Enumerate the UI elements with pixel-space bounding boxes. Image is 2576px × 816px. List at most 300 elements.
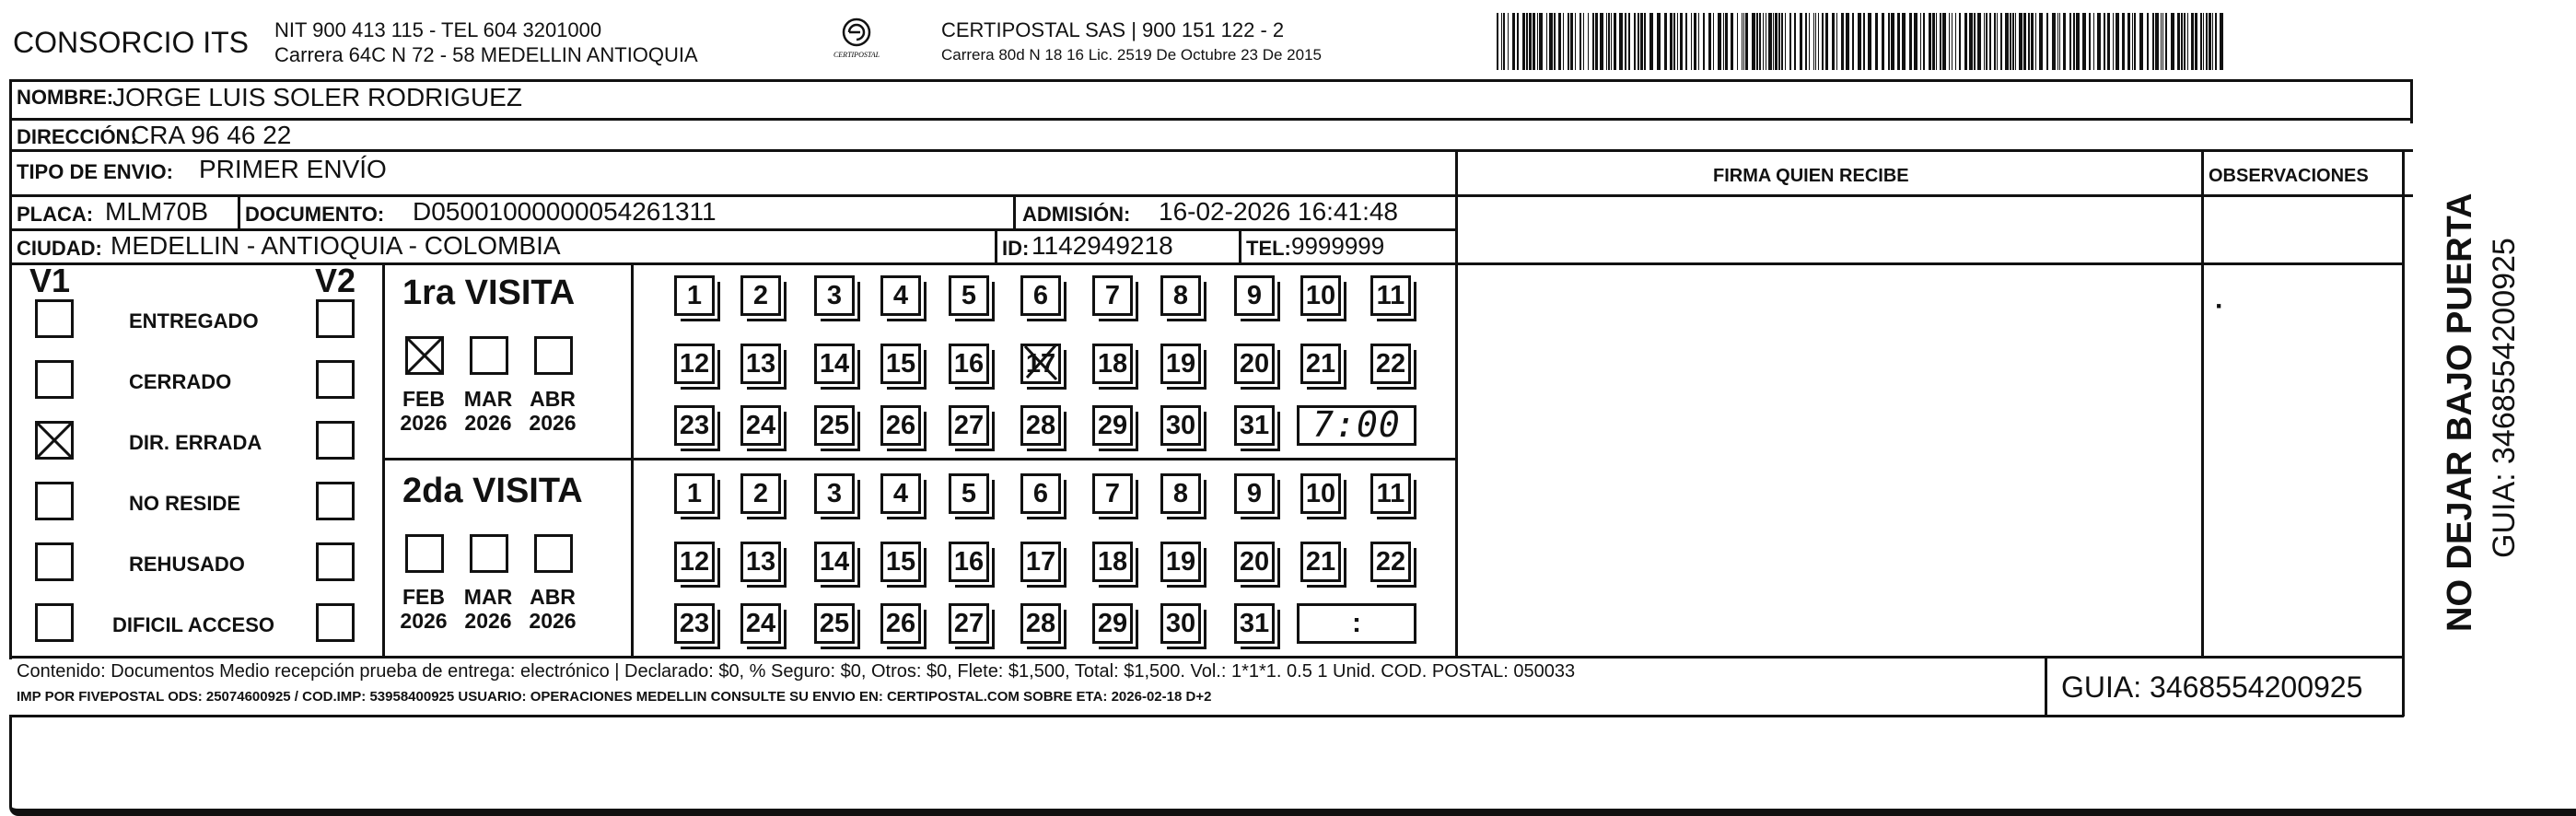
barcode-bar — [2113, 13, 2114, 70]
barcode-bar — [1775, 13, 1778, 70]
day-box[interactable]: 30 — [1160, 405, 1201, 446]
barcode-bar — [1517, 13, 1519, 70]
day-box[interactable]: 24 — [740, 405, 781, 446]
barcode-bar — [1649, 13, 1653, 70]
barcode-bar — [1731, 13, 1733, 70]
placa-value: MLM70B — [105, 197, 209, 226]
barcode-bar — [1986, 13, 1987, 70]
observaciones-header: OBSERVACIONES — [2209, 166, 2369, 186]
barcode-bar — [1539, 13, 1543, 70]
visit-title: 1ra VISITA — [402, 274, 576, 312]
barcode-bar — [2005, 13, 2009, 70]
side-panel — [2413, 79, 2551, 659]
v1-checkbox[interactable] — [35, 482, 74, 520]
barcode-bar — [1875, 13, 1878, 70]
day-box[interactable]: 30 — [1160, 603, 1201, 644]
barcode-bar — [1685, 13, 1687, 70]
day-box[interactable]: 17 — [1020, 542, 1061, 582]
v2-checkbox[interactable] — [316, 542, 355, 581]
day-box[interactable]: 12 — [674, 542, 715, 582]
day-box[interactable]: 18 — [1092, 344, 1133, 384]
day-box[interactable]: 27 — [949, 405, 989, 446]
status-label: NO RESIDE — [129, 492, 241, 515]
barcode-bar — [1497, 13, 1498, 70]
barcode-bar — [1920, 13, 1921, 70]
barcode-bar — [1501, 13, 1502, 70]
barcode-bar — [1657, 13, 1661, 70]
ciudad-value: MEDELLIN - ANTIOQUIA - COLOMBIA — [111, 231, 561, 260]
day-box[interactable]: 27 — [949, 603, 989, 644]
barcode-bar — [1554, 13, 1556, 70]
time-box[interactable] — [1297, 405, 1416, 446]
company-name: CONSORCIO ITS — [13, 26, 250, 59]
barcode-bar — [1673, 13, 1675, 70]
barcode-bar — [2019, 13, 2022, 70]
barcode-bar — [1703, 13, 1705, 70]
day-box[interactable]: 31 — [1234, 405, 1275, 446]
imp-line: IMP POR FIVEPOSTAL ODS: 25074600925 / COD.IMP: 53958400925 USUARIO: OPERACIONES MEDELLIN CONSULTE SU ENVIO EN: CERTIPOSTAL.COM SOBRE ETA: 2026-02-18 D+2 — [17, 689, 1212, 705]
v2-label: V2 — [315, 262, 356, 299]
id-value: 1142949218 — [1032, 231, 1173, 260]
barcode-bar — [2220, 13, 2223, 70]
barcode-bar — [2031, 13, 2034, 70]
barcode-bar — [1942, 13, 1946, 70]
barcode-bar — [2073, 13, 2075, 70]
day-box[interactable]: 23 — [674, 405, 715, 446]
year-label: 2026 — [529, 411, 577, 435]
barcode-bar — [1800, 13, 1802, 70]
day-box[interactable]: 28 — [1020, 405, 1061, 446]
barcode-bar — [2181, 13, 2183, 70]
status-label: ENTREGADO — [129, 309, 259, 332]
month-checkbox[interactable] — [470, 336, 508, 375]
day-box[interactable]: 17 — [1020, 344, 1061, 384]
v2-checkbox[interactable] — [316, 603, 355, 642]
barcode-bar — [2057, 13, 2058, 70]
v2-checkbox[interactable] — [316, 421, 355, 460]
visit-title: 2da VISITA — [402, 472, 583, 510]
barcode-bar — [2023, 13, 2026, 70]
documento-label: DOCUMENTO: — [245, 203, 385, 226]
day-box[interactable]: 21 — [1300, 344, 1341, 384]
barcode-bar — [1713, 13, 1714, 70]
day-box[interactable]: 29 — [1092, 603, 1133, 644]
barcode-bar — [1568, 13, 1569, 70]
id-label: ID: — [1002, 237, 1030, 260]
barcode-bar — [1897, 13, 1900, 70]
direccion-label: DIRECCIÓN: — [17, 125, 137, 148]
barcode-bar — [1533, 13, 1535, 70]
day-box[interactable]: 15 — [880, 542, 921, 582]
day-box[interactable]: 19 — [1160, 344, 1201, 384]
day-box[interactable]: 31 — [1234, 603, 1275, 644]
barcode-bar — [1909, 13, 1912, 70]
contenido-line: Contenido: Documentos Medio recepción prueba de entrega: electrónico | Declarado: $0, % Seguro: $0, Otros: $0, Flete: $1,500, Total: $1,500. Vol.: 1*1*1. 0.5 1 Unid. COD. POSTAL: 050033 — [17, 661, 1576, 682]
barcode-bar — [1836, 13, 1837, 70]
barcode-bar — [1694, 13, 1696, 70]
barcode-bar — [2187, 13, 2188, 70]
barcode-bar — [1863, 13, 1865, 70]
barcode-bar — [1638, 13, 1639, 70]
barcode-bar — [2127, 13, 2130, 70]
barcode-bar — [1773, 13, 1774, 70]
day-box[interactable]: 23 — [674, 603, 715, 644]
status-label: DIFICIL ACCESO — [112, 613, 275, 636]
admision-value: 16-02-2026 16:41:48 — [1159, 197, 1398, 226]
barcode-bar — [1595, 13, 1598, 70]
barcode-bar — [1745, 13, 1748, 70]
v1-label: V1 — [29, 262, 71, 299]
barcode-bar — [1737, 13, 1738, 70]
nombre-value: JORGE LUIS SOLER RODRIGUEZ — [112, 83, 522, 111]
barcode-bar — [2165, 13, 2167, 70]
barcode-bar — [1822, 13, 1824, 70]
barcode-bar — [1677, 13, 1678, 70]
barcode-bar — [1742, 13, 1743, 70]
barcode-bar — [2116, 13, 2119, 70]
barcode-bar — [2177, 13, 2180, 70]
day-box[interactable]: 9 — [1234, 473, 1275, 514]
barcode-bar — [2200, 13, 2202, 70]
barcode-bar — [1698, 13, 1699, 70]
barcode-bar — [1512, 13, 1515, 70]
barcode-bar — [1794, 13, 1796, 70]
barcode-bar — [1691, 13, 1692, 70]
barcode-bar — [1592, 13, 1594, 70]
day-box[interactable]: 3 — [814, 473, 855, 514]
day-box[interactable]: 1 — [674, 275, 715, 316]
day-box[interactable]: 4 — [880, 473, 921, 514]
day-box[interactable]: 16 — [949, 542, 989, 582]
month-checkbox[interactable] — [534, 534, 573, 573]
day-box[interactable]: 9 — [1234, 275, 1275, 316]
day-box[interactable]: 24 — [740, 603, 781, 644]
barcode-bar — [1743, 13, 1744, 70]
barcode-bar — [2000, 13, 2002, 70]
barcode-bar — [2206, 13, 2208, 70]
no-dejar-warning: NO DEJAR BAJO PUERTA — [2441, 192, 2479, 632]
day-box[interactable]: 21 — [1300, 542, 1341, 582]
day-box[interactable]: 13 — [740, 542, 781, 582]
barcode-bar — [1588, 13, 1589, 70]
day-box[interactable]: 20 — [1234, 344, 1275, 384]
barcode-bar — [1634, 13, 1636, 70]
tel-label: TEL: — [1246, 237, 1291, 260]
day-box[interactable]: 19 — [1160, 542, 1201, 582]
day-box[interactable]: 2 — [740, 275, 781, 316]
day-box[interactable]: 6 — [1020, 275, 1061, 316]
barcode-bar — [2107, 13, 2110, 70]
barcode-bar — [1997, 13, 1998, 70]
barcode-bar — [1781, 13, 1783, 70]
v1-checkbox[interactable] — [35, 542, 74, 581]
day-box[interactable]: 7 — [1092, 275, 1133, 316]
barcode-bar — [1508, 13, 1509, 70]
barcode-bar — [1526, 13, 1528, 70]
barcode-bar — [1680, 13, 1683, 70]
bottom-frame — [9, 715, 2576, 816]
footer-guia: GUIA: 3468554200925 — [2061, 670, 2363, 704]
barcode-bar — [1537, 13, 1538, 70]
day-box[interactable]: 26 — [880, 405, 921, 446]
v1-checkbox[interactable] — [35, 360, 74, 399]
year-label: 2026 — [400, 609, 448, 633]
day-box[interactable]: 11 — [1370, 473, 1411, 514]
barcode-bar — [1778, 13, 1780, 70]
day-box[interactable]: 28 — [1020, 603, 1061, 644]
status-label: DIR. ERRADA — [129, 431, 262, 454]
barcode-bar — [2139, 13, 2143, 70]
barcode-bar — [2122, 13, 2125, 70]
barcode-bar — [1606, 13, 1607, 70]
day-box[interactable]: 3 — [814, 275, 855, 316]
time-box[interactable] — [1297, 603, 1416, 644]
barcode-bar — [1809, 13, 1810, 70]
barcode-bar — [2195, 13, 2197, 70]
barcode-bar — [1846, 13, 1849, 70]
barcode-bar — [1575, 13, 1576, 70]
barcode-bar — [1725, 13, 1728, 70]
nombre-label: NOMBRE: — [17, 86, 114, 109]
barcode-bar — [1989, 13, 1991, 70]
day-box[interactable]: 4 — [880, 275, 921, 316]
barcode-bar — [2059, 13, 2060, 70]
company-address: Carrera 64C N 72 - 58 MEDELLIN ANTIOQUIA — [274, 43, 698, 66]
barcode-bar — [2104, 13, 2105, 70]
barcode-bar — [1625, 13, 1626, 70]
day-box[interactable]: 18 — [1092, 542, 1133, 582]
day-box[interactable]: 15 — [880, 344, 921, 384]
day-box[interactable]: 10 — [1300, 275, 1341, 316]
year-label: 2026 — [464, 609, 512, 633]
placa-label: PLACA: — [17, 203, 94, 226]
barcode-bar — [1974, 13, 1976, 70]
certipostal-logo — [829, 17, 884, 63]
barcode-bar — [2010, 13, 2011, 70]
barcode-bar — [1955, 13, 1956, 70]
barcode-bar — [1670, 13, 1673, 70]
barcode-bar — [1763, 13, 1764, 70]
month-checkbox[interactable] — [534, 336, 573, 375]
barcode-bar — [1640, 13, 1643, 70]
barcode-bar — [2162, 13, 2163, 70]
barcode-bar — [1579, 13, 1581, 70]
month-label: FEB — [402, 585, 445, 609]
barcode-bar — [1563, 13, 1564, 70]
barcode-bar — [2089, 13, 2091, 70]
month-checkbox[interactable] — [470, 534, 508, 573]
barcode-bar — [1932, 13, 1935, 70]
month-label: FEB — [402, 387, 445, 411]
barcode-bar — [1503, 13, 1505, 70]
barcode-bar — [2203, 13, 2204, 70]
barcode-bar — [2209, 13, 2211, 70]
day-box[interactable]: 8 — [1160, 275, 1201, 316]
barcode-bar — [1756, 13, 1758, 70]
barcode-bar — [1805, 13, 1807, 70]
barcode-bar — [1902, 13, 1906, 70]
barcode-bar — [1600, 13, 1603, 70]
day-box[interactable]: 8 — [1160, 473, 1201, 514]
month-label: MAR — [463, 387, 513, 411]
barcode-bar — [1940, 13, 1941, 70]
barcode-bar — [1929, 13, 1931, 70]
barcode-bar — [2097, 13, 2101, 70]
barcode-bar — [2076, 13, 2080, 70]
barcode-bar — [1614, 13, 1616, 70]
barcode-bar — [2134, 13, 2136, 70]
barcode-bar — [1959, 13, 1961, 70]
barcode-bar — [1964, 13, 1967, 70]
day-box[interactable]: 7 — [1092, 473, 1133, 514]
day-box[interactable]: 5 — [949, 275, 989, 316]
v1-checkbox[interactable] — [35, 299, 74, 338]
day-box[interactable]: 26 — [880, 603, 921, 644]
barcode-bar — [1977, 13, 1981, 70]
barcode-bar — [1891, 13, 1894, 70]
day-box[interactable]: 20 — [1234, 542, 1275, 582]
day-box[interactable]: 29 — [1092, 405, 1133, 446]
day-box[interactable]: 11 — [1370, 275, 1411, 316]
barcode-bar — [1936, 13, 1937, 70]
day-box[interactable]: 14 — [814, 542, 855, 582]
tipo-envio-label: TIPO DE ENVIO: — [17, 160, 173, 183]
barcode-bar — [1969, 13, 1973, 70]
barcode-bar — [1546, 13, 1547, 70]
barcode-bar — [1759, 13, 1761, 70]
barcode-bar — [1832, 13, 1835, 70]
barcode-bar — [2184, 13, 2186, 70]
ciudad-label: CIUDAD: — [17, 237, 102, 260]
barcode-bar — [2039, 13, 2043, 70]
documento-value: D05001000000054261311 — [413, 197, 717, 226]
barcode-bar — [1923, 13, 1925, 70]
day-box[interactable]: 12 — [674, 344, 715, 384]
month-checkbox[interactable] — [405, 336, 444, 375]
day-box[interactable]: 25 — [814, 603, 855, 644]
day-box[interactable]: 25 — [814, 405, 855, 446]
day-box[interactable]: 1 — [674, 473, 715, 514]
barcode-bar — [2215, 13, 2217, 70]
month-label: MAR — [463, 585, 513, 609]
barcode-bar — [1664, 13, 1667, 70]
barcode-bar — [1882, 13, 1884, 70]
barcode-bar — [1813, 13, 1814, 70]
day-box[interactable]: 16 — [949, 344, 989, 384]
month-label: ABR — [530, 585, 576, 609]
barcode-bar — [1841, 13, 1844, 70]
barcode-bar — [2046, 13, 2048, 70]
barcode-bar — [2191, 13, 2194, 70]
barcode-bar — [1949, 13, 1950, 70]
barcode-bar — [1825, 13, 1828, 70]
day-box[interactable]: 10 — [1300, 473, 1341, 514]
v2-checkbox[interactable] — [316, 360, 355, 399]
barcode-bar — [1785, 13, 1786, 70]
direccion-value: CRA 96 46 22 — [131, 121, 292, 149]
barcode-bar — [1583, 13, 1584, 70]
v1-checkbox[interactable] — [35, 421, 74, 460]
barcode-bar — [1752, 13, 1755, 70]
year-label: 2026 — [529, 609, 577, 633]
day-box[interactable]: 14 — [814, 344, 855, 384]
day-box[interactable]: 6 — [1020, 473, 1061, 514]
day-box[interactable]: 22 — [1370, 344, 1411, 384]
barcode-bar — [1644, 13, 1646, 70]
firma-header: FIRMA QUIEN RECIBE — [1713, 166, 1909, 186]
year-label: 2026 — [400, 411, 448, 435]
barcode-bar — [1984, 13, 1985, 70]
day-box[interactable]: 13 — [740, 344, 781, 384]
barcode-bar — [2147, 13, 2149, 70]
observaciones-mark: · — [2215, 291, 2224, 321]
tipo-envio-value: PRIMER ENVÍO — [199, 155, 387, 183]
barcode-bar — [1608, 13, 1610, 70]
barcode-bar — [1888, 13, 1890, 70]
barcode-bar — [1994, 13, 1996, 70]
barcode-bar — [2035, 13, 2036, 70]
barcode-bar — [2171, 13, 2174, 70]
time-value: : — [1352, 608, 1361, 638]
barcode-bar — [2132, 13, 2133, 70]
day-box[interactable]: 22 — [1370, 542, 1411, 582]
barcode-bar — [2012, 13, 2014, 70]
carrier-address: Carrera 80d N 18 16 Lic. 2519 De Octubre 23 De 2015 — [941, 46, 1322, 64]
barcode-bar — [1815, 13, 1816, 70]
year-label: 2026 — [464, 411, 512, 435]
barcode-bar — [1611, 13, 1612, 70]
barcode-bar — [1718, 13, 1721, 70]
time-value: 7:00 — [1312, 404, 1401, 445]
barcode-bar — [1852, 13, 1854, 70]
v2-checkbox[interactable] — [316, 482, 355, 520]
v2-checkbox[interactable] — [316, 299, 355, 338]
barcode-bar — [1570, 13, 1573, 70]
side-guia: GUIA: 3468554200925 — [2487, 238, 2522, 558]
barcode-bar — [1768, 13, 1772, 70]
day-box[interactable]: 5 — [949, 473, 989, 514]
barcode-bar — [2152, 13, 2154, 70]
nit-line: NIT 900 413 115 - TEL 604 3201000 — [274, 18, 602, 41]
barcode-bar — [2212, 13, 2213, 70]
svg-text:CERTIPOSTAL: CERTIPOSTAL — [833, 51, 880, 59]
month-label: ABR — [530, 387, 576, 411]
month-checkbox[interactable] — [405, 534, 444, 573]
tel-value: 9999999 — [1291, 232, 1385, 260]
barcode-bar — [2015, 13, 2016, 70]
barcode-bar — [1549, 13, 1553, 70]
barcode-bar — [2155, 13, 2159, 70]
status-label: CERRADO — [129, 370, 232, 393]
day-mark — [1020, 341, 1064, 385]
barcode-bar — [1858, 13, 1861, 70]
barcode-bar — [1558, 13, 1561, 70]
barcode — [1497, 13, 2224, 70]
barcode-bar — [2069, 13, 2071, 70]
barcode-bar — [1818, 13, 1819, 70]
v1-checkbox[interactable] — [35, 603, 74, 642]
barcode-bar — [1619, 13, 1623, 70]
barcode-bar — [1789, 13, 1791, 70]
barcode-bar — [1708, 13, 1711, 70]
barcode-bar — [2082, 13, 2086, 70]
barcode-bar — [1522, 13, 1525, 70]
day-box[interactable]: 2 — [740, 473, 781, 514]
barcode-bar — [2093, 13, 2094, 70]
barcode-bar — [2028, 13, 2030, 70]
barcode-bar — [2063, 13, 2066, 70]
barcode-bar — [2052, 13, 2056, 70]
